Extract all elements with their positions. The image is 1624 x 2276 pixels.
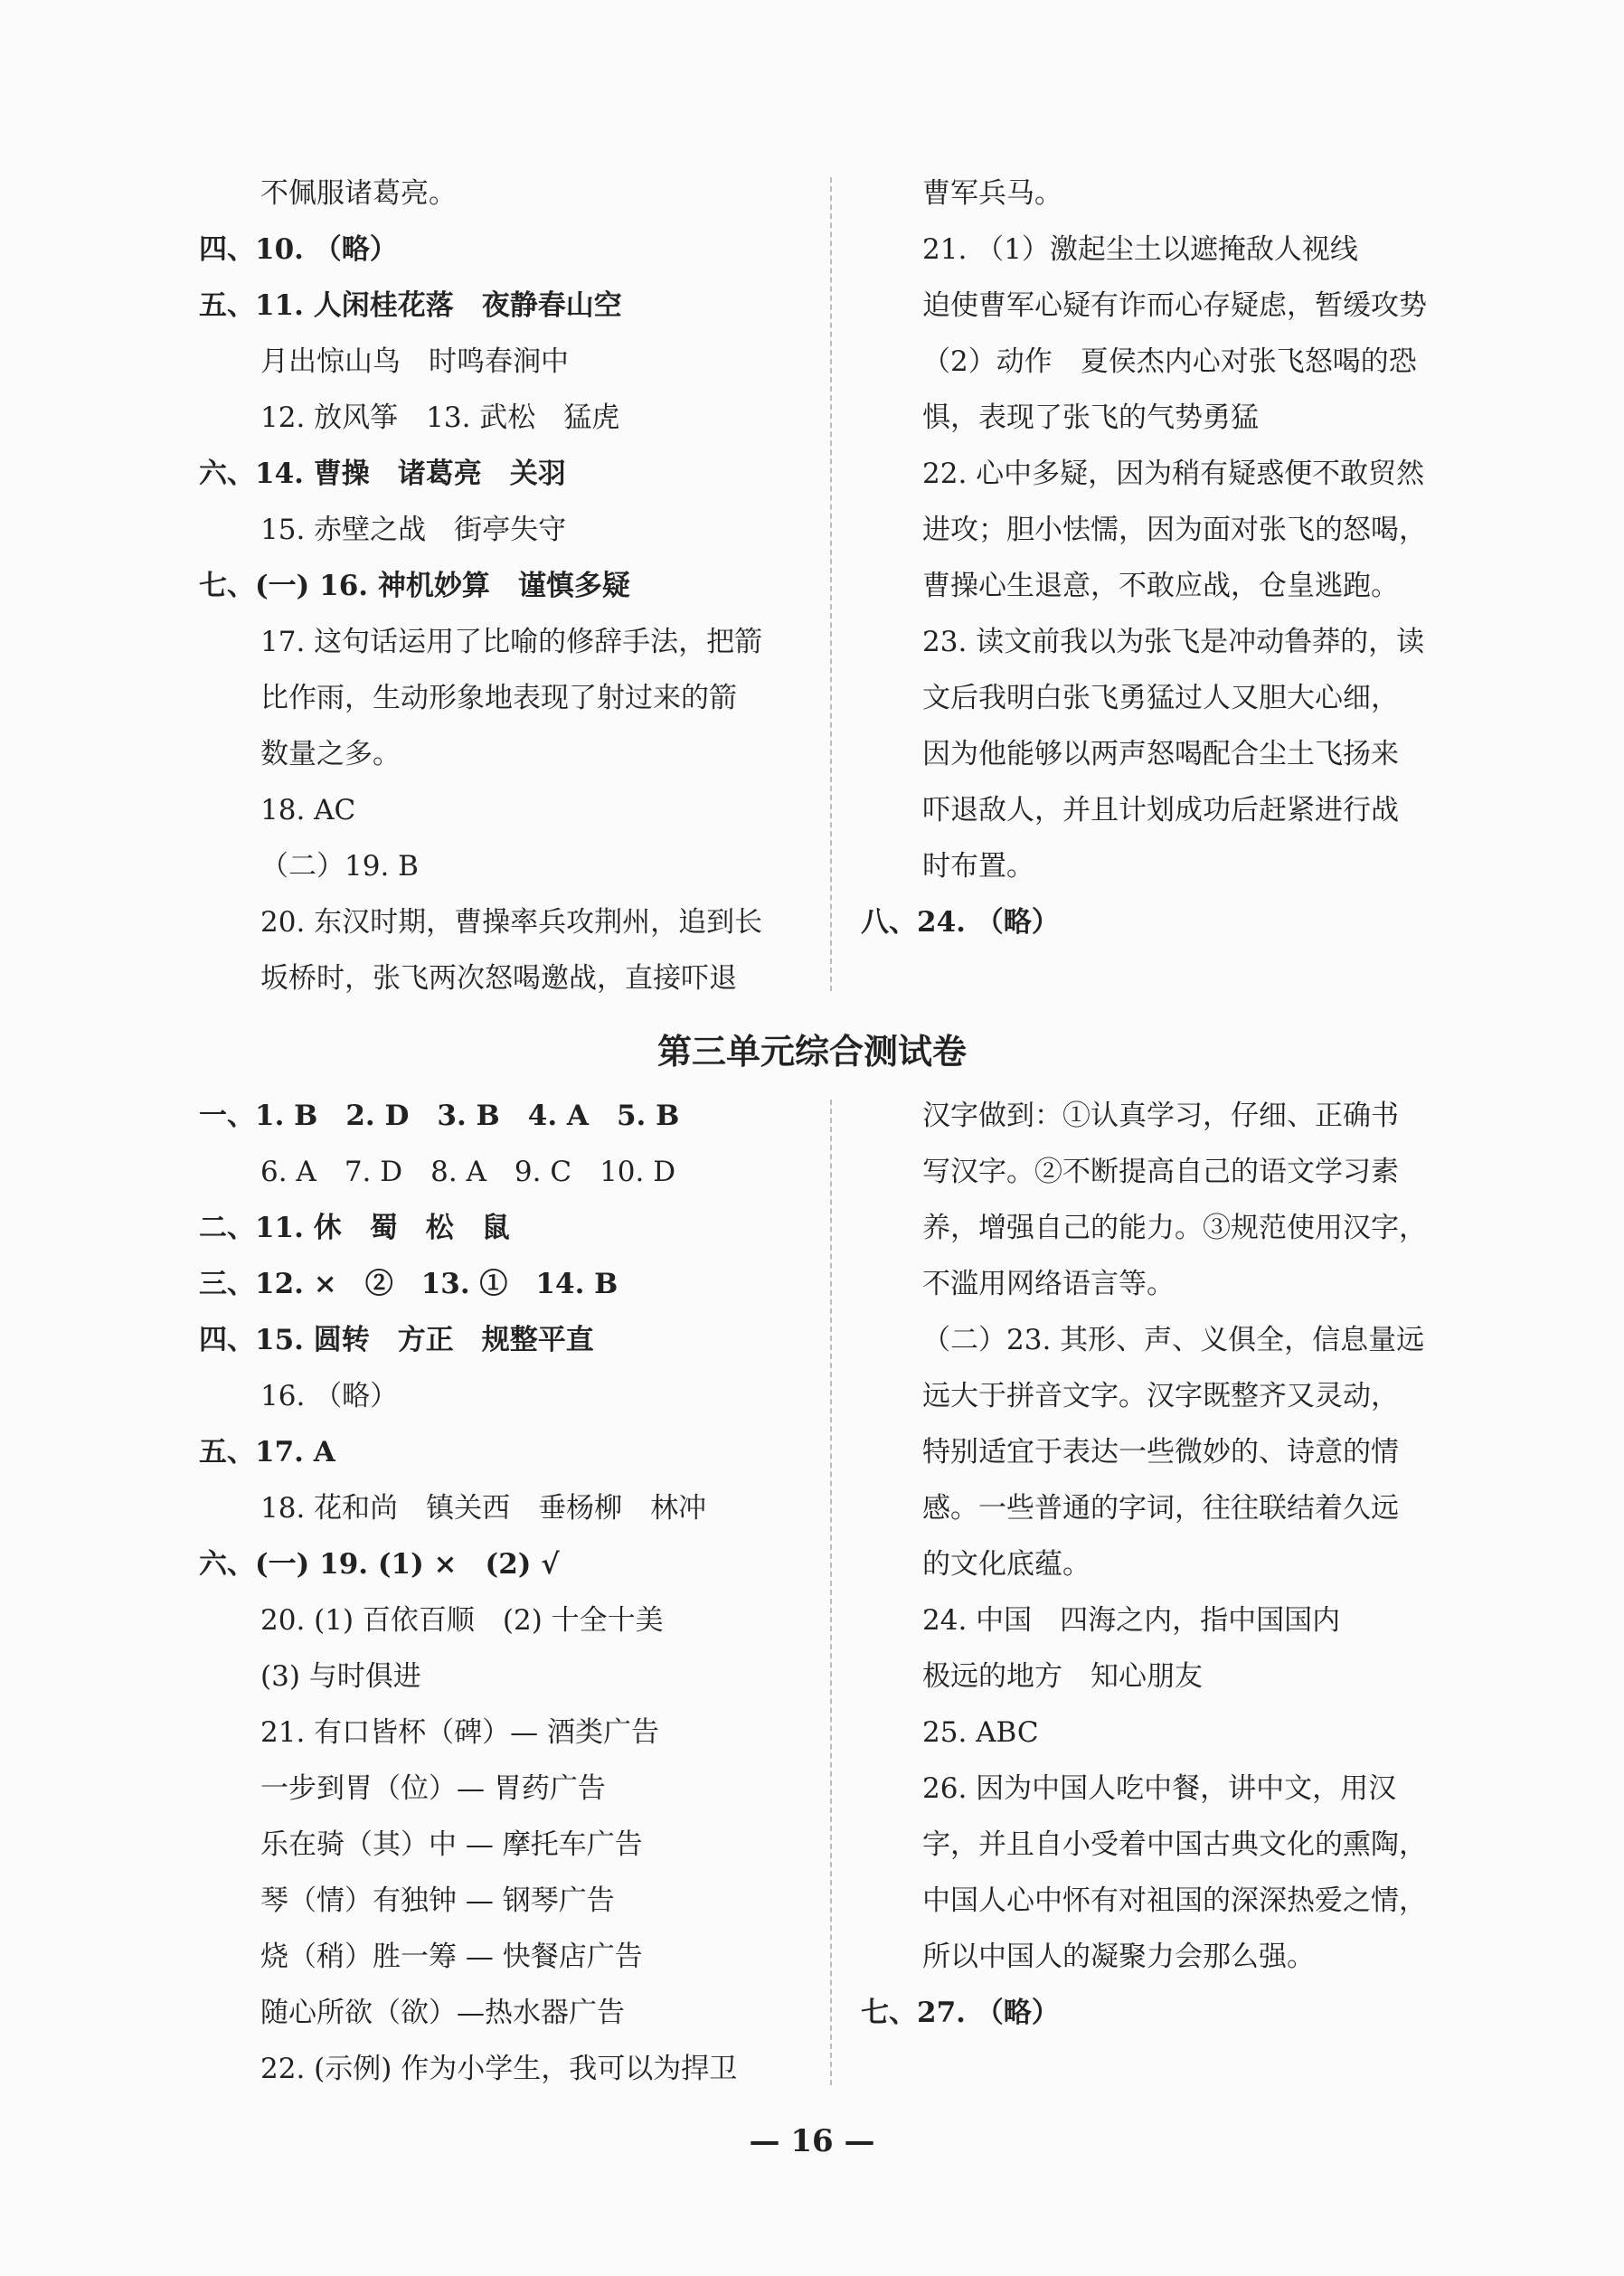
answer-line: 22. 心中多疑，因为稍有疑惑便不敢贸然: [922, 458, 1425, 490]
answer-line: 15. 赤壁之战 街亭失守: [260, 514, 567, 546]
answer-line: 18. AC: [260, 794, 356, 826]
answer-line: 六、14. 曹操 诸葛亮 关羽: [199, 458, 566, 490]
answer-line: 不佩服诸葛亮。: [260, 177, 457, 210]
section-title: 第三单元综合测试卷: [656, 1031, 967, 1072]
answer-line: （二）23. 其形、声、义俱全，信息量远: [922, 1324, 1425, 1356]
answer-line: 中国人心中怀有对祖国的深深热爱之情，: [922, 1884, 1427, 1917]
answer-line: 的文化底蕴。: [922, 1548, 1091, 1581]
answer-line: 写汉字。②不断提高自己的语文学习素: [922, 1156, 1399, 1188]
answer-line: 迫使曹军心疑有诈而心存疑虑，暂缓攻势: [922, 289, 1427, 322]
answer-line: (3) 与时俱进: [260, 1660, 421, 1693]
answer-line: 七、(一) 16. 神机妙算 谨慎多疑: [199, 570, 630, 602]
answer-line: 吓退敌人，并且计划成功后赶紧进行战: [922, 794, 1399, 826]
answer-line: 惧，表现了张飞的气势勇猛: [922, 401, 1259, 434]
answer-line: 四、15. 圆转 方正 规整平直: [199, 1324, 594, 1356]
answer-line: 24. 中国 四海之内，指中国国内: [922, 1604, 1341, 1637]
answer-line: 一、1. B 2. D 3. B 4. A 5. B: [199, 1100, 680, 1132]
answer-line: 感。一些普通的字词，往往联结着久远: [922, 1492, 1399, 1525]
answer-line: 字，并且自小受着中国古典文化的熏陶，: [922, 1828, 1427, 1861]
column-divider-top: [830, 177, 832, 991]
answer-line: 时布置。: [922, 850, 1034, 883]
answer-line: 数量之多。: [260, 738, 401, 770]
answer-line: 烧（稍）胜一筹 — 快餐店广告: [260, 1941, 643, 1973]
answer-line: 养，增强自己的能力。③规范使用汉字，: [922, 1212, 1427, 1244]
answer-line: 不滥用网络语言等。: [922, 1268, 1175, 1300]
answer-line: 四、10. （略）: [199, 233, 398, 266]
answer-line: 21. （1）激起尘土以遮掩敌人视线: [922, 233, 1358, 266]
answer-line: 极远的地方 知心朋友: [922, 1660, 1203, 1693]
answer-line: 所以中国人的凝聚力会那么强。: [922, 1941, 1315, 1973]
answer-line: 特别适宜于表达一些微妙的、诗意的情: [922, 1436, 1399, 1469]
answer-line: 25. ABC: [922, 1716, 1039, 1749]
answer-line: 16. （略）: [260, 1380, 399, 1412]
answer-line: 22. (示例) 作为小学生，我可以为捍卫: [260, 2053, 738, 2085]
answer-line: 21. 有口皆杯（碑）— 酒类广告: [260, 1716, 660, 1749]
answer-line: 曹军兵马。: [922, 177, 1062, 210]
answer-line: （二）19. B: [260, 850, 419, 883]
answer-line: 18. 花和尚 镇关西 垂杨柳 林冲: [260, 1492, 707, 1525]
answer-line: 进攻；胆小怯懦，因为面对张飞的怒喝，: [922, 514, 1427, 546]
answer-line: 比作雨，生动形象地表现了射过来的箭: [260, 682, 737, 714]
answer-line: 因为他能够以两声怒喝配合尘土飞扬来: [922, 738, 1399, 770]
answer-line: 文后我明白张飞勇猛过人又胆大心细，: [922, 682, 1399, 714]
answer-line: 五、11. 人闲桂花落 夜静春山空: [199, 289, 622, 322]
answer-line: 五、17. A: [199, 1436, 335, 1469]
answer-line: 远大于拼音文字。汉字既整齐又灵动，: [922, 1380, 1399, 1412]
answer-line: 二、11. 休 蜀 松 鼠: [199, 1212, 510, 1244]
answer-line: 琴（情）有独钟 — 钢琴广告: [260, 1884, 615, 1917]
answer-line: 20. 东汉时期，曹操率兵攻荆州，追到长: [260, 906, 763, 939]
page-number: — 16 —: [749, 2123, 875, 2159]
answer-line: 12. 放风筝 13. 武松 猛虎: [260, 401, 620, 434]
answer-line: 曹操心生退意，不敢应战，仓皇逃跑。: [922, 570, 1399, 602]
answer-line: 随心所欲（欲）—热水器广告: [260, 1997, 625, 2029]
answer-line: 6. A 7. D 8. A 9. C 10. D: [260, 1156, 676, 1188]
answer-line: 23. 读文前我以为张飞是冲动鲁莽的，读: [922, 626, 1425, 658]
answer-line: 七、27. （略）: [861, 1997, 1060, 2029]
answer-line: 20. (1) 百依百顺 (2) 十全十美: [260, 1604, 664, 1637]
answer-line: 月出惊山鸟 时鸣春涧中: [260, 345, 569, 378]
answer-line: 六、(一) 19. (1) × (2) √: [199, 1548, 560, 1581]
answer-line: 一步到胃（位）— 胃药广告: [260, 1772, 606, 1805]
answer-line: 八、24. （略）: [861, 906, 1060, 939]
answer-line: 17. 这句话运用了比喻的修辞手法，把箭: [260, 626, 763, 658]
answer-line: 汉字做到：①认真学习，仔细、正确书: [922, 1100, 1399, 1132]
answer-line: 26. 因为中国人吃中餐，讲中文，用汉: [922, 1772, 1397, 1805]
answer-line: 乐在骑（其）中 — 摩托车广告: [260, 1828, 643, 1861]
column-divider-bottom: [830, 1100, 832, 2085]
answer-line: （2）动作 夏侯杰内心对张飞怒喝的恐: [922, 345, 1417, 378]
answer-line: 三、12. × ② 13. ① 14. B: [199, 1268, 618, 1300]
answer-line: 坂桥时，张飞两次怒喝邀战，直接吓退: [260, 962, 737, 995]
